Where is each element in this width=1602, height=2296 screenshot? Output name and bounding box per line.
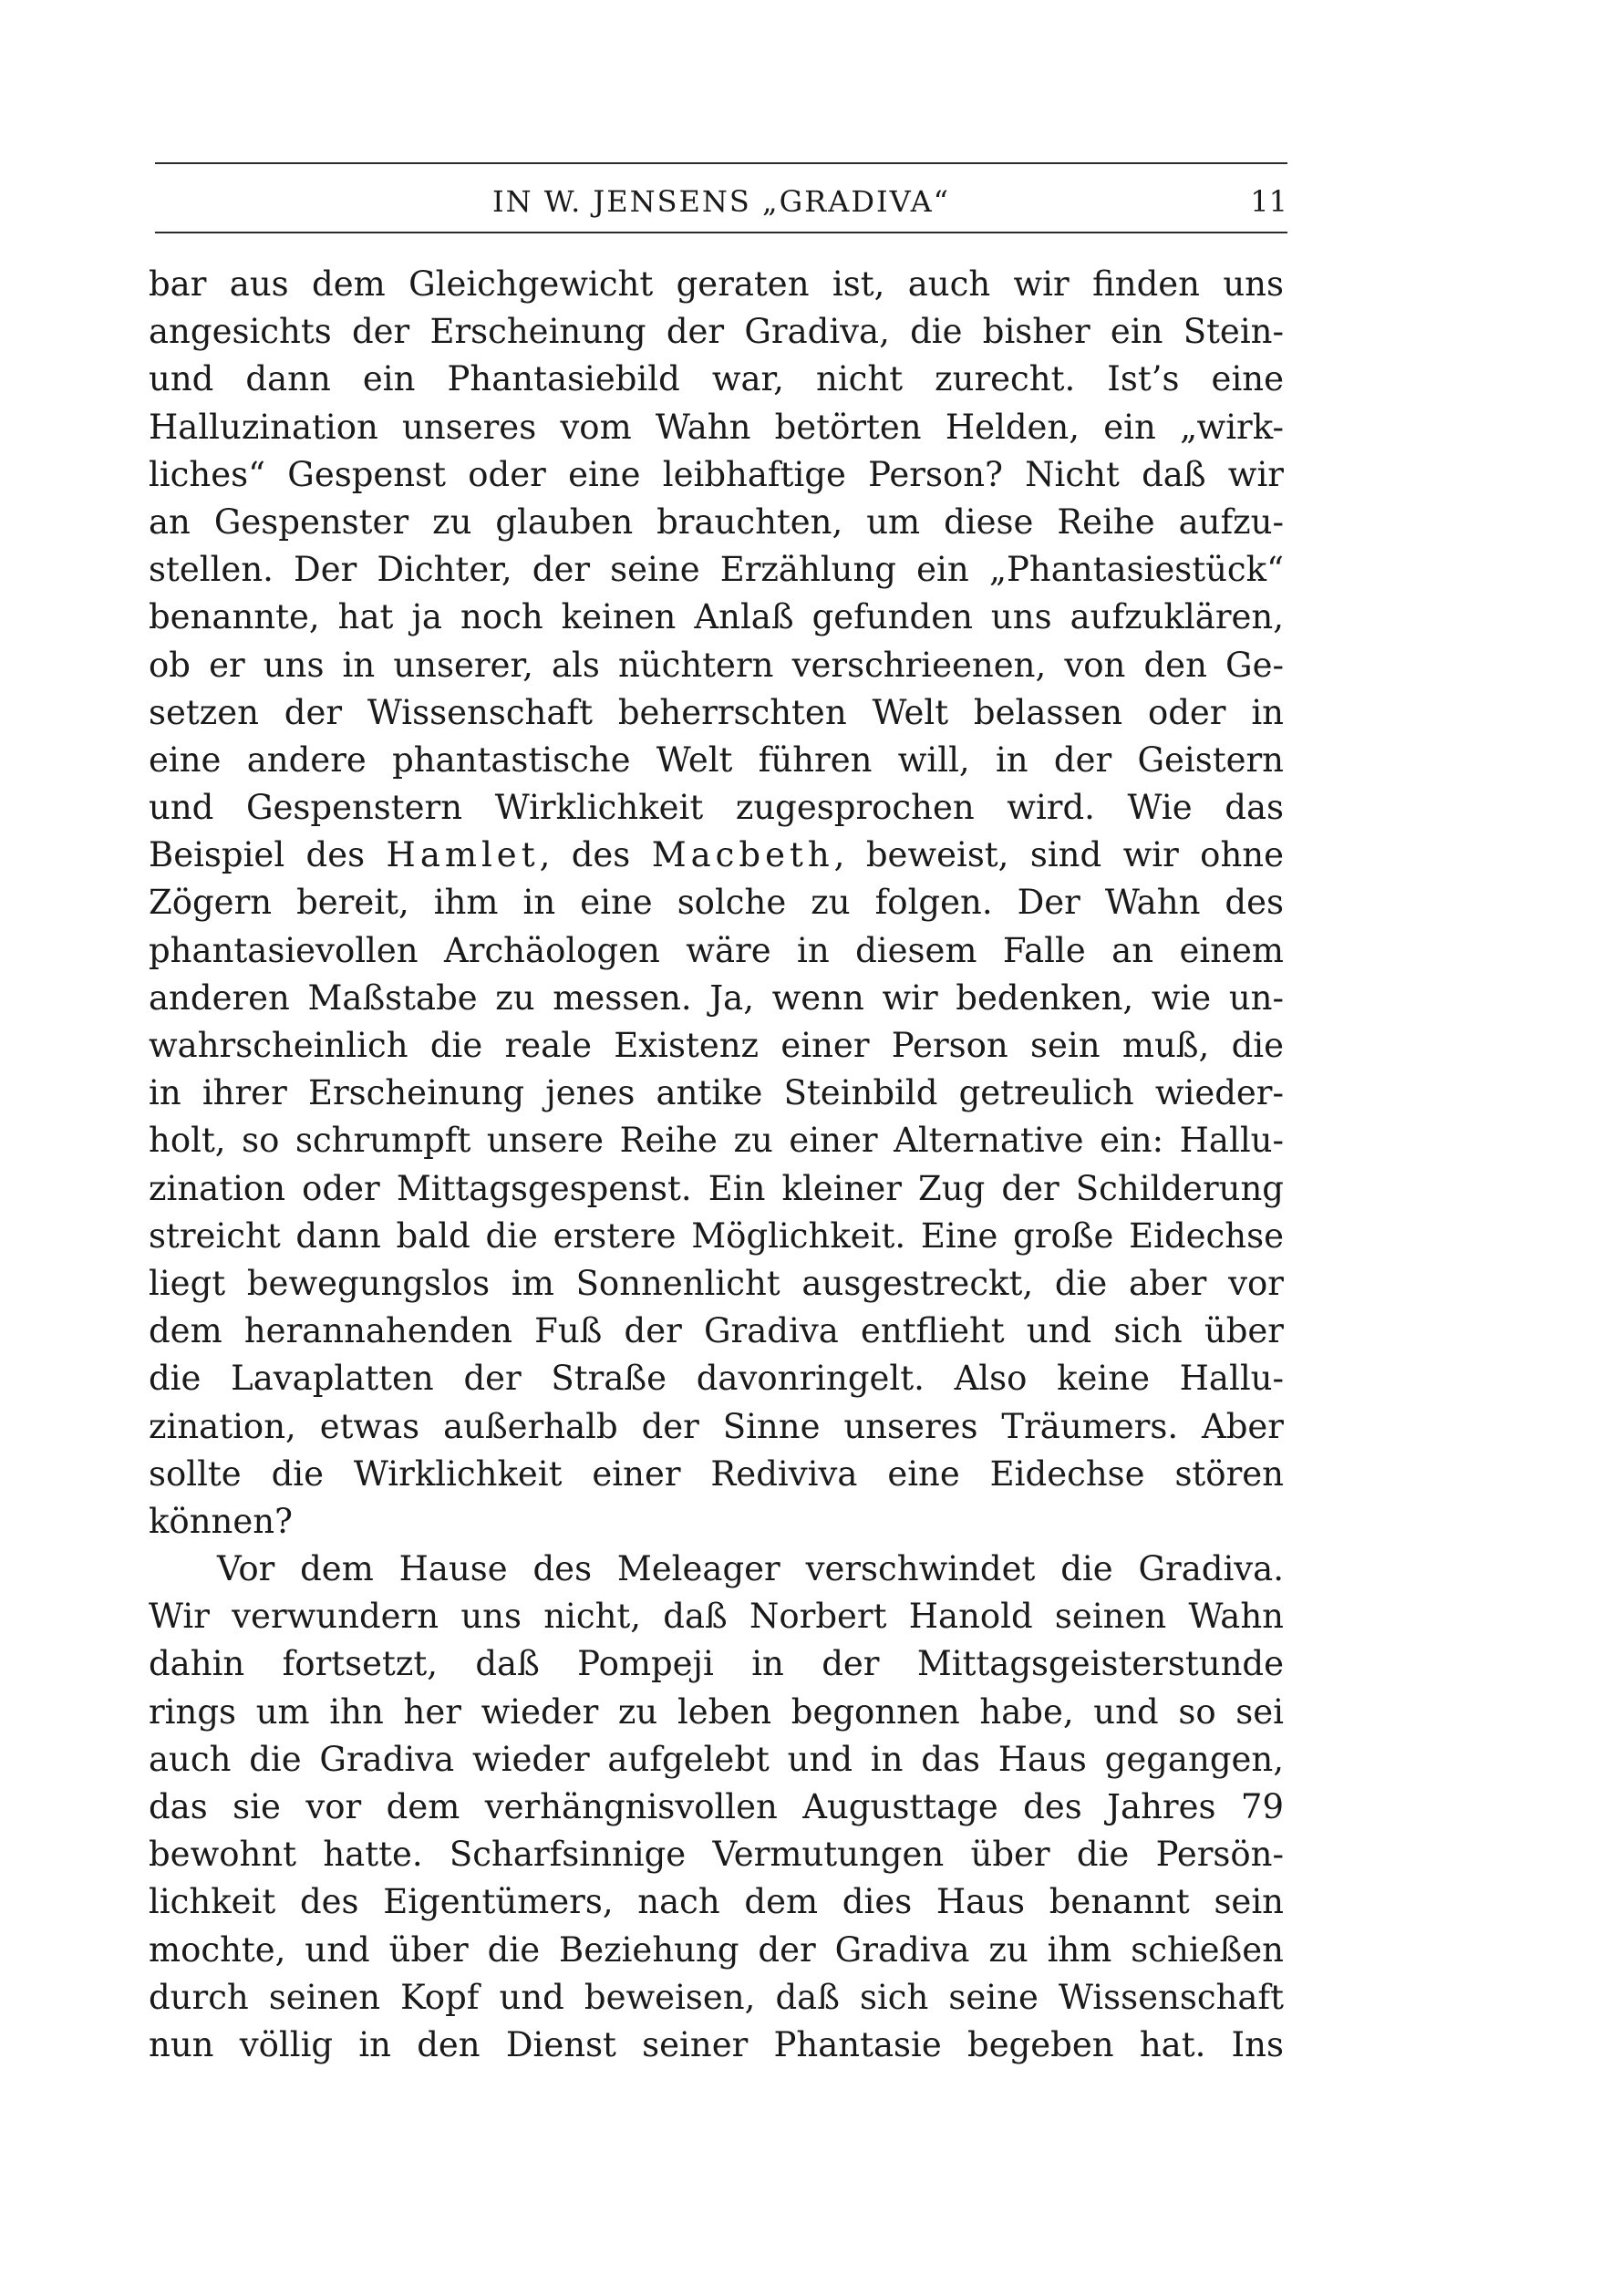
running-title: IN W. JENSENS „GRADIVA“ [491, 184, 951, 219]
text-line: durch seinen Kopf und beweisen, daß sich seine Wissenschaft [149, 1977, 1284, 2017]
text-line: lichkeit des Eigentümers, nach dem dies Haus benannt sein [149, 1882, 1284, 1922]
text-line: liegt bewegungslos im Sonnenlicht ausgestreckt, die aber vor [149, 1263, 1284, 1303]
text-line: an Gespenster zu glauben brauchten, um diese Reihe aufzu- [149, 502, 1284, 542]
text-line: Wir verwundern uns nicht, daß Norbert Hanold seinen Wahn [149, 1597, 1284, 1637]
text-line: dem herannahenden Fuß der Gradiva entflieht und sich über [149, 1311, 1284, 1351]
text-line: mochte, und über die Beziehung der Gradiva zu ihm schießen [149, 1929, 1284, 1970]
text-line: holt, so schrumpft unsere Reihe zu einer Alternative ein: Hallu- [149, 1121, 1284, 1161]
text-line: stellen. Der Dichter, der seine Erzählung ein „Phantasiestück“ [149, 550, 1284, 590]
text-line: wahrscheinlich die reale Existenz einer Person sein muß, die [149, 1026, 1284, 1065]
text-line: und Gespenstern Wirklichkeit zugesprochen wird. Wie das [149, 788, 1284, 828]
text-line: das sie vor dem verhängnisvollen Augusttage des Jahres 79 [149, 1787, 1284, 1826]
text-line: zination, etwas außerhalb der Sinne unseres Träumers. Aber [149, 1406, 1284, 1446]
text-line: dahin fortsetzt, daß Pompeji in der Mittagsgeisterstunde [149, 1644, 1284, 1684]
text-line: in ihrer Erscheinung jenes antike Steinbild getreulich wieder- [149, 1073, 1284, 1113]
spaced-title-hamlet: Hamlet [386, 835, 540, 875]
text-line: ob er uns in unserer, als nüchtern verschrieenen, von den Ge- [149, 645, 1284, 685]
spaced-title-macbeth: Macbeth [651, 835, 834, 875]
text-line: benannte, hat ja noch keinen Anlaß gefunden uns aufzuklären, [149, 597, 1284, 637]
text-line: auch die Gradiva wieder aufgelebt und in das Haus gegangen, [149, 1739, 1284, 1779]
paragraph-start-line: Vor dem Hause des Meleager verschwindet die Gradiva. [217, 1549, 1284, 1589]
text-line: zination oder Mittagsgespenst. Ein kleiner Zug der Schilderung [149, 1168, 1284, 1208]
text-line: nun völlig in den Dienst seiner Phantasie begeben hat. Ins [149, 2024, 1284, 2064]
text-line: sollte die Wirklichkeit einer Rediviva eine Eidechse stören [149, 1453, 1284, 1494]
text-line: phantasievollen Archäologen wäre in diesem Falle an einem [149, 930, 1284, 970]
text-line: bewohnt hatte. Scharfsinnige Vermutungen über die Persön- [149, 1835, 1284, 1875]
header-bottom-rule [155, 232, 1287, 233]
text-line: anderen Maßstabe zu messen. Ja, wenn wir bedenken, wie un- [149, 977, 1284, 1018]
text-fragment: Beispiel des [149, 835, 387, 875]
body-text [149, 261, 1284, 2069]
running-head [155, 179, 1287, 224]
text-line: streicht dann bald die erstere Möglichkeit. Eine große Eidechse [149, 1215, 1284, 1256]
text-line: angesichts der Erscheinung der Gradiva, die bisher ein Stein- [149, 312, 1284, 352]
text-line: und dann ein Phantasiebild war, nicht zurecht. Ist’s eine [149, 359, 1284, 399]
text-line: eine andere phantastische Welt führen will, in der Geistern [149, 739, 1284, 780]
text-line: rings um ihn her wieder zu leben begonnen habe, und so sei [149, 1691, 1284, 1732]
text-line: Zögern bereit, ihm in eine solche zu folgen. Der Wahn des [149, 883, 1284, 923]
text-line: bar aus dem Gleichgewicht geraten ist, auch wir finden uns [149, 264, 1284, 304]
text-line: Halluzination unseres vom Wahn betörten Helden, ein „wirk- [149, 407, 1284, 447]
header-top-rule [155, 162, 1287, 164]
text-line-hamlet-macbeth [149, 832, 1284, 879]
paragraph-end-line: können? [149, 1501, 293, 1541]
text-line: liches“ Gespenst oder eine leibhaftige Person? Nicht daß wir [149, 454, 1284, 494]
text-line: die Lavaplatten der Straße davonringelt. Also keine Hallu- [149, 1359, 1284, 1399]
page-number: 11 [1250, 184, 1287, 219]
text-line: setzen der Wissenschaft beherrschten Welt belassen oder in [149, 692, 1284, 732]
text-fragment: , des [539, 835, 652, 875]
text-fragment: , beweist, sind wir ohne [833, 835, 1284, 875]
